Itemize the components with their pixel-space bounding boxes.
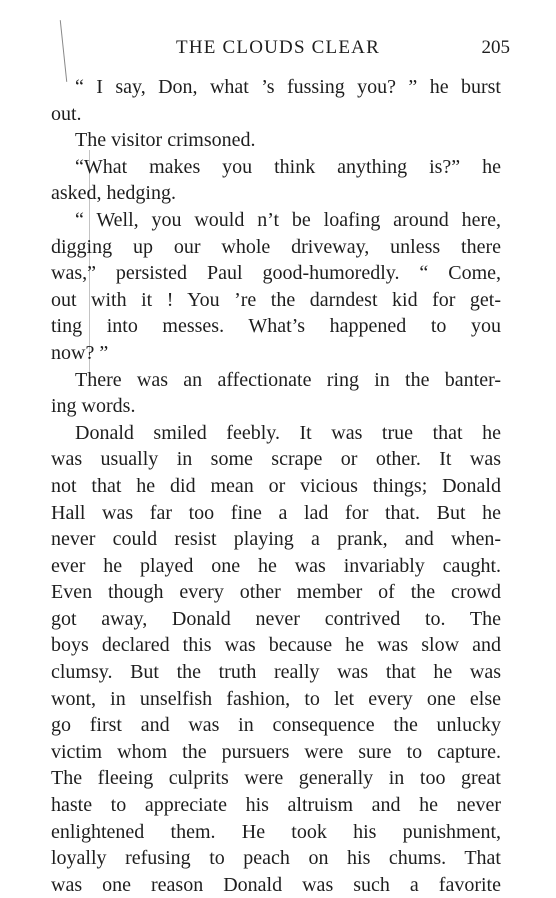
page-number: 205 <box>481 37 510 58</box>
text-line: Donald smiled feebly. It was true that he <box>75 421 501 444</box>
text-line: ing words. <box>51 395 136 418</box>
text-line: The fleeing culprits were generally in too great <box>51 767 501 790</box>
text-line: asked, hedging. <box>51 182 176 205</box>
text-line: “ Well, you would n’t be loafing around here, <box>75 208 501 231</box>
text-line: clumsy. But the truth really was that he was <box>51 661 501 684</box>
text-line: digging up our whole driveway, unless there <box>51 235 501 258</box>
text-line: loyally refusing to peach on his chums. That <box>51 847 501 870</box>
text-line: Even though every other member of the crowd <box>51 581 501 604</box>
text-line: now? ” <box>51 341 109 364</box>
text-line: was,” persisted Paul good-humoredly. “ Come, <box>51 262 501 285</box>
text-line: ting into messes. What’s happened to you <box>51 315 501 338</box>
text-line: was one reason Donald was such a favorite <box>51 873 501 896</box>
text-line: The visitor crimsoned. <box>75 129 256 152</box>
page-body <box>51 74 501 898</box>
text-line: was usually in some scrape or other. It was <box>51 448 501 471</box>
text-line: victim whom the pursuers were sure to capture. <box>51 740 501 763</box>
text-line: There was an affectionate ring in the banter- <box>75 368 501 391</box>
running-header <box>0 37 556 61</box>
text-line: Hall was far too fine a lad for that. But he <box>51 501 501 524</box>
text-line: “What makes you think anything is?” he <box>75 155 501 178</box>
text-line: boys declared this was because he was slow and <box>51 634 501 657</box>
running-title: THE CLOUDS CLEAR <box>176 37 380 58</box>
text-line: got away, Donald never contrived to. The <box>51 607 501 630</box>
text-line: ever he played one he was invariably caught. <box>51 554 501 577</box>
text-line: out. <box>51 102 82 125</box>
text-line: wont, in unselfish fashion, to let every one else <box>51 687 501 710</box>
text-line: enlightened them. He took his punishment, <box>51 820 501 843</box>
text-line: not that he did mean or vicious things; Donald <box>51 474 501 497</box>
text-line: never could resist playing a prank, and when- <box>51 528 501 551</box>
text-line: go first and was in consequence the unlucky <box>51 714 501 737</box>
text-line: out with it ! You ’re the darndest kid for get- <box>51 288 501 311</box>
text-line: haste to appreciate his altruism and he never <box>51 794 501 817</box>
text-line: “ I say, Don, what ’s fussing you? ” he burst <box>75 76 501 98</box>
